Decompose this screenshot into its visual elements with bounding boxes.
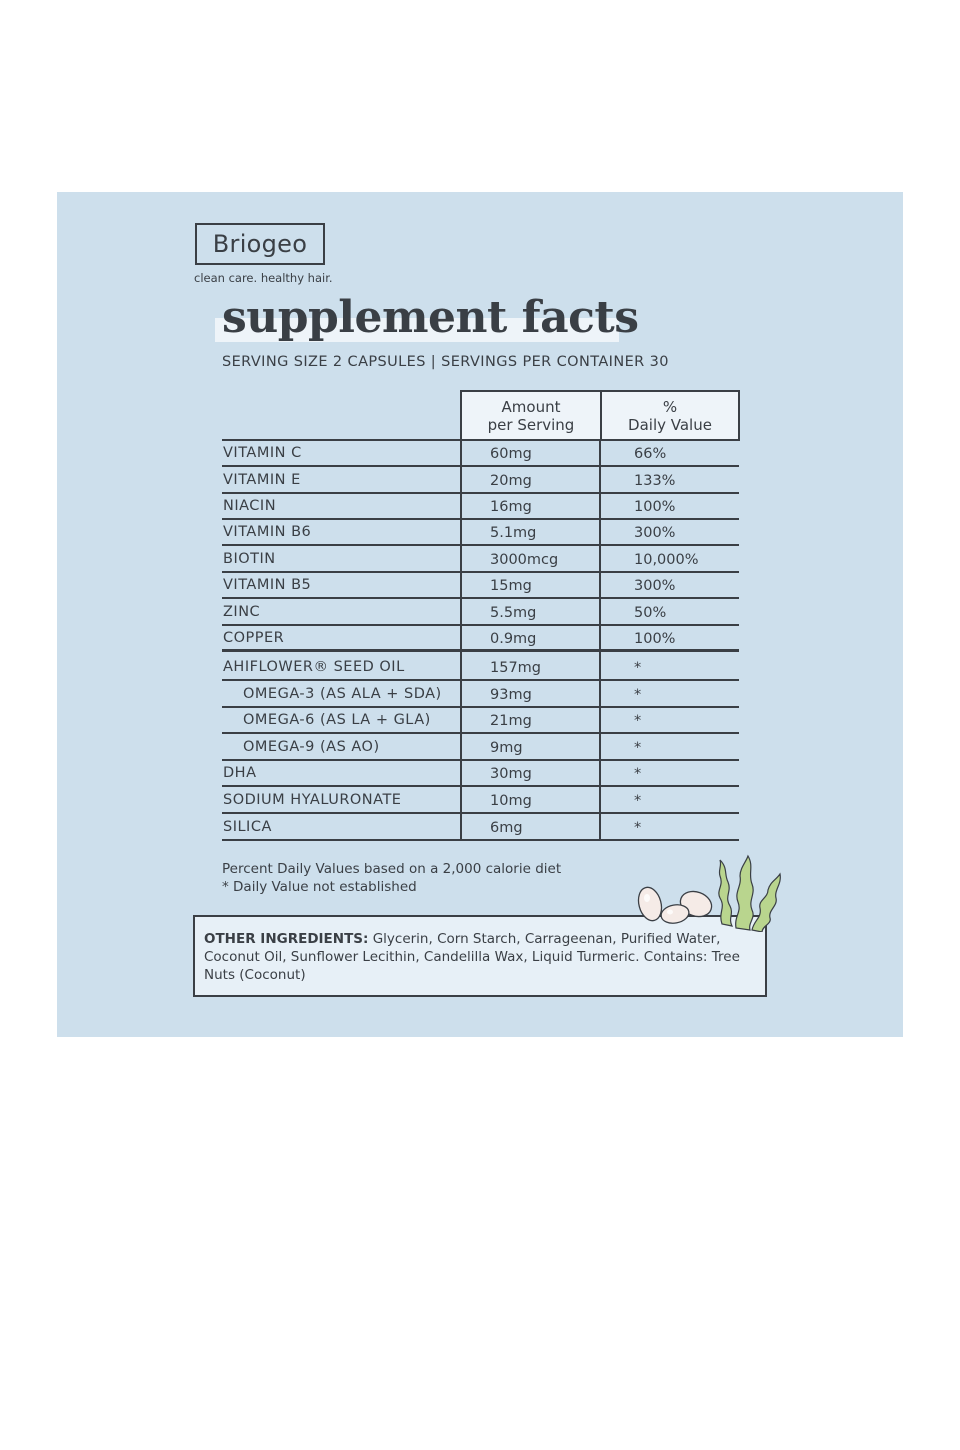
header-amount-label: Amount per Serving [487, 397, 575, 434]
seaweed-icon [719, 856, 780, 932]
daily-value: 50% [634, 605, 667, 621]
table-row [222, 547, 739, 573]
amount-per-serving: 15mg [490, 578, 532, 594]
table-row [222, 708, 739, 734]
nutrient-name: OMEGA-9 (AS AO) [243, 739, 380, 755]
table-row [222, 655, 739, 681]
header-amount-per-serving [460, 390, 602, 441]
decorative-art [630, 852, 790, 932]
daily-value: * [634, 740, 642, 756]
table-top-rule [222, 439, 460, 441]
table-row [222, 815, 739, 841]
brand-logo [195, 223, 325, 265]
daily-value: 66% [634, 446, 667, 462]
amount-per-serving: 60mg [490, 446, 532, 462]
amount-per-serving: 6mg [490, 820, 523, 836]
row-divider [222, 465, 739, 467]
daily-value: 10,000% [634, 552, 699, 568]
daily-value: * [634, 660, 642, 676]
row-divider [222, 597, 739, 599]
daily-value: 300% [634, 525, 676, 541]
amount-per-serving: 5.5mg [490, 605, 537, 621]
nutrient-name: OMEGA-3 (AS ALA + SDA) [243, 686, 442, 702]
row-divider [222, 812, 739, 814]
table-row [222, 788, 739, 814]
daily-value: 100% [634, 631, 676, 647]
table-row [222, 761, 739, 787]
daily-value: * [634, 687, 642, 703]
amount-per-serving: 16mg [490, 499, 532, 515]
daily-value: * [634, 793, 642, 809]
row-divider [222, 649, 739, 652]
amount-per-serving: 5.1mg [490, 525, 537, 541]
daily-value: 100% [634, 499, 676, 515]
amount-per-serving: 157mg [490, 660, 542, 676]
column-divider-amount [460, 441, 462, 841]
footnote-daily-values: Percent Daily Values based on a 2,000 calorie diet [222, 861, 562, 877]
amount-per-serving: 3000mcg [490, 552, 559, 568]
column-divider-dv [599, 441, 601, 841]
nutrient-name: ZINC [223, 604, 261, 620]
nutrient-name: AHIFLOWER® SEED OIL [223, 659, 405, 675]
table-row [222, 494, 739, 520]
daily-value: * [634, 713, 642, 729]
row-divider [222, 679, 739, 681]
row-divider [222, 839, 739, 841]
table-row [222, 682, 739, 708]
daily-value: 300% [634, 578, 676, 594]
nutrient-name: BIOTIN [223, 551, 276, 567]
amount-per-serving: 0.9mg [490, 631, 537, 647]
other-ingredients-label: OTHER INGREDIENTS: [204, 931, 369, 947]
table-row [222, 626, 739, 652]
nutrient-name: SODIUM HYALURONATE [223, 792, 402, 808]
amount-per-serving: 20mg [490, 473, 532, 489]
nutrient-name: VITAMIN C [223, 445, 302, 461]
page-title: supplement facts [222, 292, 639, 343]
daily-value: * [634, 766, 642, 782]
other-ingredients-text: Glycerin, Corn Starch, Carrageenan, Purified Water, Coconut Oil, Sunflower Lecithin, Candelilla Wax, Liquid Turmeric. Contains: Tree Nuts (Coconut) [204, 931, 740, 983]
table-row [222, 441, 739, 467]
nutrient-name: NIACIN [223, 498, 277, 514]
brand-tagline: clean care. healthy hair. [194, 271, 333, 285]
table-row [222, 573, 739, 599]
serving-info: SERVING SIZE 2 CAPSULES | SERVINGS PER CONTAINER 30 [222, 354, 669, 370]
nutrient-name: OMEGA-6 (AS LA + GLA) [243, 712, 431, 728]
amount-per-serving: 21mg [490, 713, 532, 729]
nutrient-name: VITAMIN B5 [223, 577, 312, 593]
table-row [222, 600, 739, 626]
header-dv-label: % Daily Value [628, 397, 712, 434]
amount-per-serving: 93mg [490, 687, 532, 703]
amount-per-serving: 30mg [490, 766, 532, 782]
nutrient-name: SILICA [223, 819, 272, 835]
amount-per-serving: 10mg [490, 793, 532, 809]
table-row [222, 468, 739, 494]
amount-per-serving: 9mg [490, 740, 523, 756]
footnote-not-established: * Daily Value not established [222, 879, 417, 895]
table-row [222, 520, 739, 546]
row-divider [222, 732, 739, 734]
row-divider [222, 785, 739, 787]
nutrient-name: DHA [223, 765, 257, 781]
row-divider [222, 544, 739, 546]
nutrient-name: VITAMIN B6 [223, 524, 312, 540]
header-daily-value [600, 390, 740, 441]
daily-value: 133% [634, 473, 676, 489]
daily-value: * [634, 820, 642, 836]
table-row [222, 735, 739, 761]
brand-name: Briogeo [212, 230, 308, 258]
nutrient-name: VITAMIN E [223, 472, 301, 488]
capsules-icon [635, 885, 715, 926]
nutrient-name: COPPER [223, 630, 285, 646]
